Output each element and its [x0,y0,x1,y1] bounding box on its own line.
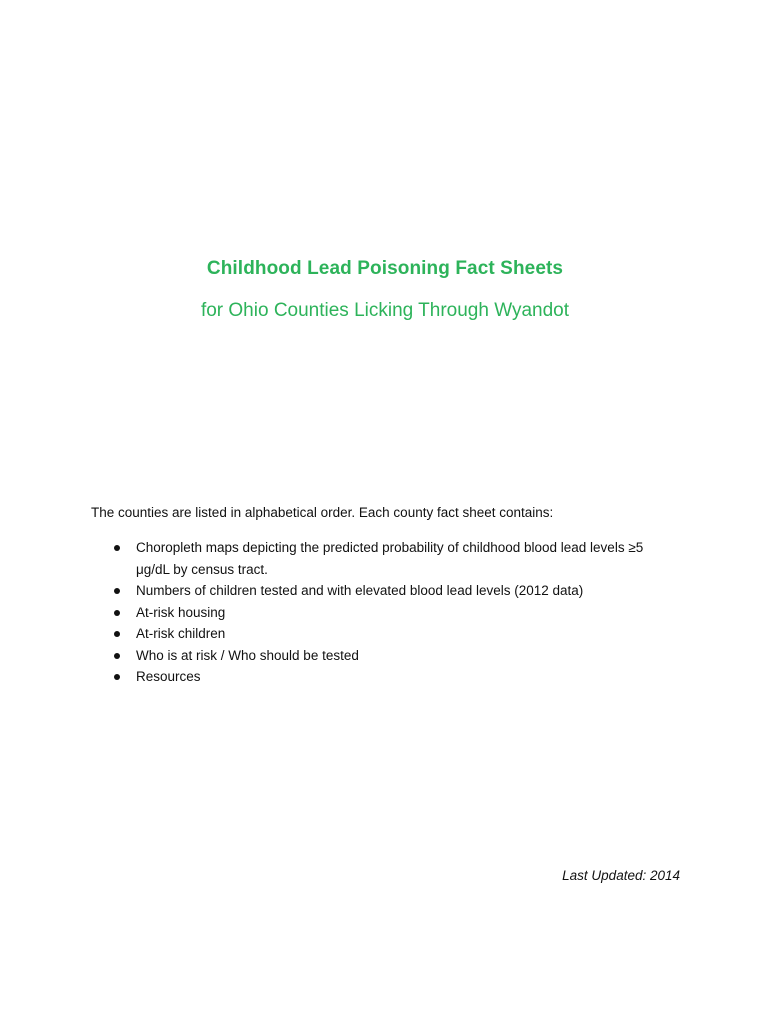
list-item [91,537,691,580]
list-item [91,580,691,602]
bullet-icon [114,588,120,594]
list-item-text: At-risk housing [136,604,226,620]
last-updated-note: Last Updated: 2014 [562,868,680,883]
bullet-icon [114,610,120,616]
list-item [91,666,691,688]
contents-list [91,537,691,688]
bullet-icon [114,653,120,659]
list-item-text: Numbers of children tested and with elevated blood lead levels (2012 data) [136,583,584,598]
document-subtitle: for Ohio Counties Licking Through Wyandot [200,300,570,321]
document-title: Childhood Lead Poisoning Fact Sheets [206,258,564,279]
list-item-text: Choropleth maps depicting the predicted probability of childhood blood lead levels ≥5 μg/dL by census tract. [136,540,644,577]
intro-paragraph: The counties are listed in alphabetical order. Each county fact sheet contains: [91,505,554,520]
bullet-icon [114,674,120,680]
list-item-text: Resources [136,669,201,684]
bullet-icon [114,631,120,637]
list-item [91,623,691,645]
list-item-text: Who is at risk / Who should be tested [136,647,359,663]
list-item [91,645,691,667]
bullet-icon [114,545,120,551]
list-item-text: At-risk children [136,626,226,641]
list-item [91,602,691,624]
